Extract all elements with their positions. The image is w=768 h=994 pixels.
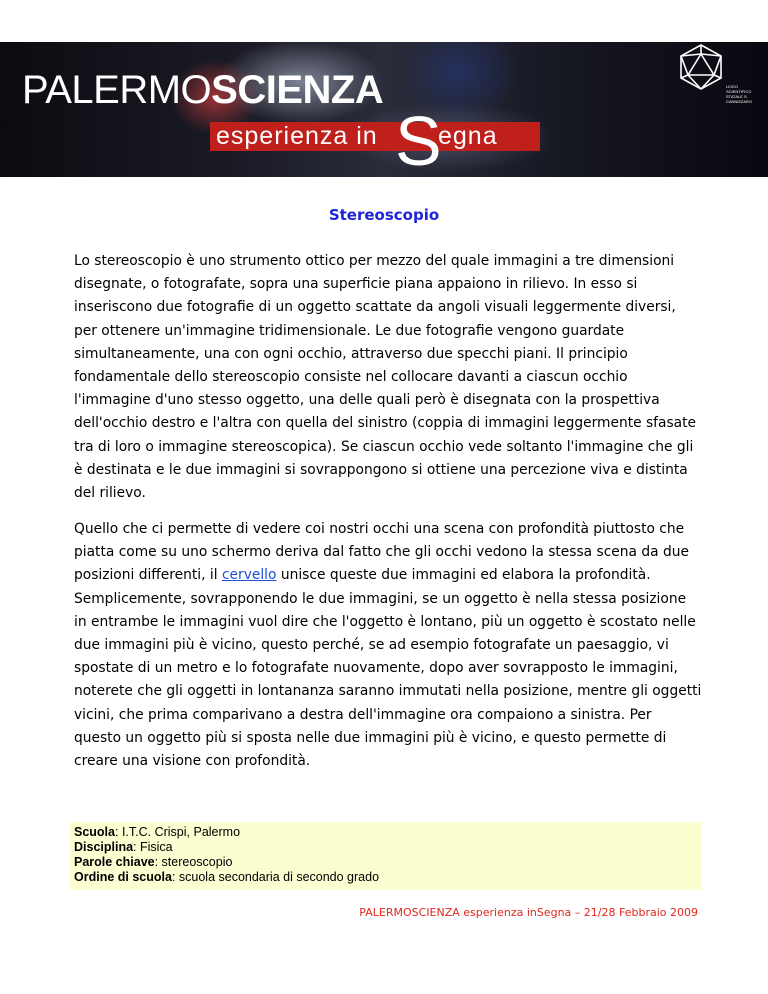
info-disciplina xyxy=(74,840,698,855)
paragraph-depth xyxy=(74,518,702,773)
info-ordine xyxy=(74,870,698,885)
info-scuola-value: : I.T.C. Crispi, Palermo xyxy=(115,825,241,839)
header-banner xyxy=(0,42,768,177)
info-ordine-value: : scuola secondaria di secondo grado xyxy=(171,870,380,884)
logo-caption: LICEO SCIENTIFICO STATALE S. CANNIZZARO xyxy=(726,84,752,104)
school-info-box xyxy=(70,822,702,890)
info-disciplina-label: Disciplina xyxy=(74,840,134,854)
paragraph-depth-start: Quello che ci permette di vedere coi nostri occhi una scena con profondità piuttosto che piatta come su uno schermo deriva dal fatto che gli occhi vedono la stessa scena da due posizioni differenti, il xyxy=(74,521,689,584)
document-title: Stereoscopio xyxy=(328,206,440,224)
info-disciplina-value: : Fisica xyxy=(133,840,173,854)
icosahedron-logo-icon xyxy=(676,42,726,92)
info-scuola xyxy=(74,825,698,840)
info-parole-chiave xyxy=(74,855,698,870)
info-scuola-label: Scuola xyxy=(74,825,115,839)
page-footer: PALERMOSCIENZA esperienza inSegna – 21/28 Febbraio 2009 xyxy=(359,906,698,919)
banner-title xyxy=(22,70,383,110)
cervello-link[interactable]: cervello xyxy=(221,567,277,584)
banner-subtitle-after: egna xyxy=(438,122,498,150)
info-parole-value: : stereoscopio xyxy=(154,855,233,869)
paragraph-intro: Lo stereoscopio è uno strumento ottico per mezzo del quale immagini a tre dimensioni disegnate, o fotografate, sopra una superficie piana appaiono in rilievo. In esso si inseriscono due fotografie di un oggetto scattate da angoli visuali leggermente diversi, per ottenere un'immagine tridimensionale. Le due fotografie vengono guardate simultaneamente, una con ogni occhio, attraverso due specchi piani. Il principio fondamentale dello stereoscopio consiste nel collocare davanti a ciascun occhio l'immagine d'uno stesso oggetto, una delle quali però è disegnata con la prospettiva dell'occhio destro e l'altra con quella del sinistro (coppia di immagini leggermente sfasate tra di loro o immagine stereoscopica). Se ciascun occhio vede soltanto l'immagine che gli è destinata e le due immagini si sovrappongono si ottiene una percezione viva e distinta del rilievo. xyxy=(74,253,697,502)
banner-title-bold: SCIENZA xyxy=(211,68,384,112)
banner-subtitle-big-s: S xyxy=(395,102,442,177)
info-ordine-label: Ordine di scuola xyxy=(74,870,172,884)
info-parole-label: Parole chiave xyxy=(74,855,155,869)
banner-subtitle: esperienza in xyxy=(210,122,540,151)
banner-title-light: PALERMO xyxy=(22,68,212,112)
paragraph-depth-end: unisce queste due immagini ed elabora la profondità. Semplicemente, sovrapponendo le due immagini, se un oggetto è nella stessa posizione in entrambe le immagini vuol dire che l'oggetto è lontano, più un oggetto è scostato nelle due immagini più è vicino, questo perché, se ad esempio fotografate un paesaggio, vi spostate di un metro e lo fotografate nuovamente, dopo aver sovrapposto le immagini, noterete che gli oggetti in lontananza saranno immutati nella posizione, mentre gli oggetti vicini, che prima comparivano a destra dell'immagine ora compaiono a sinistra. Per questo un oggetto più si sposta nelle due immagini più è vicino, e questo permette di creare una visione con profondità. xyxy=(74,567,702,770)
